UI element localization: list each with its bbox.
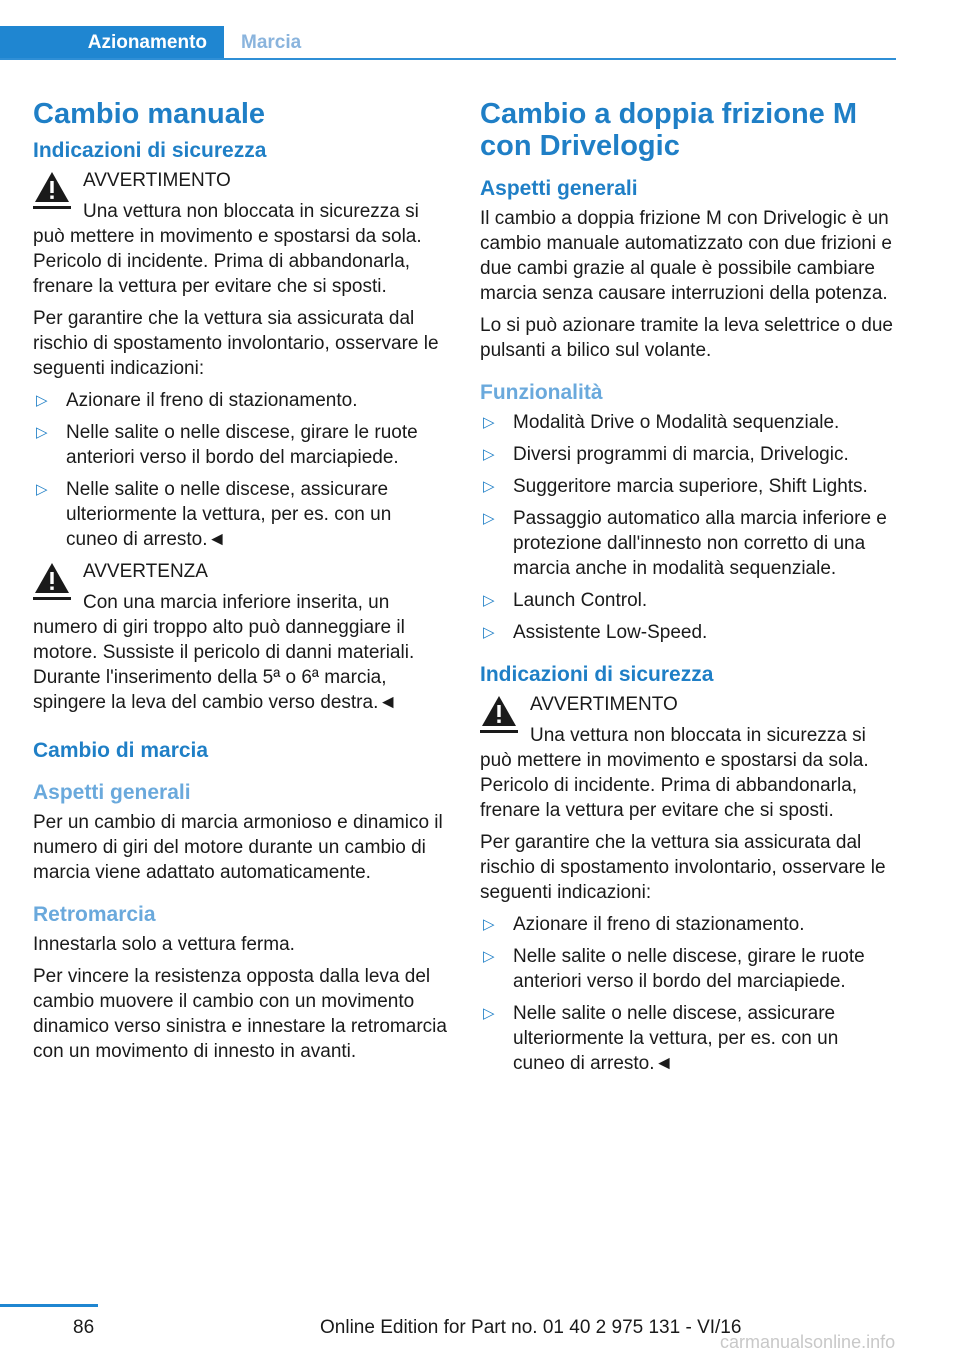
bullet-list <box>480 912 894 1076</box>
bullet-triangle-icon: ▷ <box>483 916 495 933</box>
list-item: ▷ Modalità Drive o Modalità sequenziale. <box>483 412 840 433</box>
warning-triangle-icon <box>33 559 71 601</box>
right-column <box>480 98 894 1083</box>
safety-heading: Indicazioni di sicurezza <box>33 139 267 162</box>
functionality-heading: Funzionalità <box>480 381 603 404</box>
page-header <box>0 26 896 60</box>
paragraph: Per un cambio di marcia armonioso e dinamico il numero di giri del motore durante un cambio di marcia viene adattato automaticamente. <box>33 812 443 883</box>
paragraph: Lo si può azionare tramite la leva selettrice o due pulsanti a bilico sul volante. <box>480 315 893 361</box>
bullet-triangle-icon: ▷ <box>483 592 495 609</box>
paragraph: Innestarla solo a vettura ferma. <box>33 934 295 955</box>
bullet-triangle-icon: ▷ <box>483 1005 495 1022</box>
section-title: Cambio manuale <box>33 98 266 130</box>
paragraph: Per vincere la resistenza opposta dalla leva del cambio muovere il cambio con un movimento dinamico verso sinistra e innestare la retromarcia con un movimento di innesto in avanti. <box>33 966 447 1062</box>
edition-text: Online Edition for Part no. 01 40 2 975 131 - VI/16 <box>320 1317 742 1338</box>
warning-triangle-icon <box>33 168 71 210</box>
list-item: ▷ Nelle salite o nelle discese, assicurare ulteriormente la vettura, per es. con un cuneo di arresto.◄ <box>483 1003 839 1074</box>
bullet-triangle-icon: ▷ <box>483 948 495 965</box>
section-title: Cambio a doppia frizione M con Drivelogic <box>480 98 858 162</box>
gear-change-heading: Cambio di marcia <box>33 739 209 762</box>
warning-title: AVVERTIMENTO <box>530 694 678 715</box>
bullet-triangle-icon: ▷ <box>36 481 48 498</box>
list-item: ▷ Nelle salite o nelle discese, girare le ruote anteriori verso il bordo del marciapiede. <box>483 946 865 992</box>
warning-block <box>480 692 894 823</box>
paragraph: Per garantire che la vettura sia assicurata dal rischio di spostamento involontario, osservare le seguenti indicazioni: <box>33 308 439 379</box>
bullet-triangle-icon: ▷ <box>483 414 495 431</box>
warning-text: Una vettura non bloccata in sicurezza si può mettere in movimento e spostarsi da sola. Pericolo di incidente. Prima di abbandonarla, frenare la vettura per evitare che si sposti. <box>33 201 422 297</box>
list-item: ▷ Suggeritore marcia superiore, Shift Lights. <box>483 476 868 497</box>
bullet-list <box>480 410 894 645</box>
paragraph: Per garantire che la vettura sia assicurata dal rischio di spostamento involontario, osservare le seguenti indicazioni: <box>480 832 886 903</box>
reverse-heading: Retromarcia <box>33 903 156 926</box>
warning-text: Una vettura non bloccata in sicurezza si può mettere in movimento e spostarsi da sola. Pericolo di incidente. Prima di abbandonarla, frenare la vettura per evitare che si sposti. <box>480 725 869 821</box>
warning-title: AVVERTIMENTO <box>83 170 231 191</box>
warning-title: AVVERTENZA <box>83 561 208 582</box>
list-item: ▷ Passaggio automatico alla marcia inferiore e protezione dall'innesto non corretto di una marcia anche in modalità sequenziale. <box>483 508 887 579</box>
left-column <box>33 98 447 1071</box>
bullet-triangle-icon: ▷ <box>483 478 495 495</box>
list-item: ▷ Launch Control. <box>483 590 648 611</box>
warning-block <box>33 559 447 715</box>
safety-heading: Indicazioni di sicurezza <box>480 663 714 686</box>
warning-text: Con una marcia inferiore inserita, un numero di giri troppo alto può danneggiare il motore. Sussiste il pericolo di danni materiali. Durante l'inserimento della 5ª o 6ª marcia, spingere la leva del cambio verso destra.◄ <box>33 592 415 713</box>
general-heading: Aspetti generali <box>33 781 191 804</box>
footer-divider <box>0 1304 98 1307</box>
bullet-list <box>33 388 447 552</box>
list-item: ▷ Diversi programmi di marcia, Drivelogic. <box>483 444 849 465</box>
list-item: ▷ Nelle salite o nelle discese, girare le ruote anteriori verso il bordo del marciapiede. <box>36 422 418 468</box>
list-item: ▷ Azionare il freno di stazionamento. <box>36 390 358 411</box>
list-item: ▷ Nelle salite o nelle discese, assicurare ulteriormente la vettura, per es. con un cuneo di arresto.◄ <box>36 479 392 550</box>
header-divider <box>0 58 896 60</box>
bullet-triangle-icon: ▷ <box>36 424 48 441</box>
bullet-triangle-icon: ▷ <box>36 392 48 409</box>
bullet-triangle-icon: ▷ <box>483 624 495 641</box>
list-item: ▷ Assistente Low-Speed. <box>483 622 708 643</box>
warning-block <box>33 168 447 299</box>
list-item: ▷ Azionare il freno di stazionamento. <box>483 914 805 935</box>
bullet-triangle-icon: ▷ <box>483 510 495 527</box>
general-heading: Aspetti generali <box>480 177 638 200</box>
paragraph: Il cambio a doppia frizione M con Drivelogic è un cambio manuale automatizzato con due frizioni e due cambi grazie al quale è possibile cambiare marcia senza causare interruzioni della potenza. <box>480 208 892 304</box>
section-tab-inactive: Marcia <box>241 32 302 53</box>
bullet-triangle-icon: ▷ <box>483 446 495 463</box>
watermark: carmanualsonline.info <box>720 1332 896 1352</box>
page-number: 86 <box>73 1317 95 1338</box>
section-tab-active: Azionamento <box>0 26 224 60</box>
warning-triangle-icon <box>480 692 518 734</box>
